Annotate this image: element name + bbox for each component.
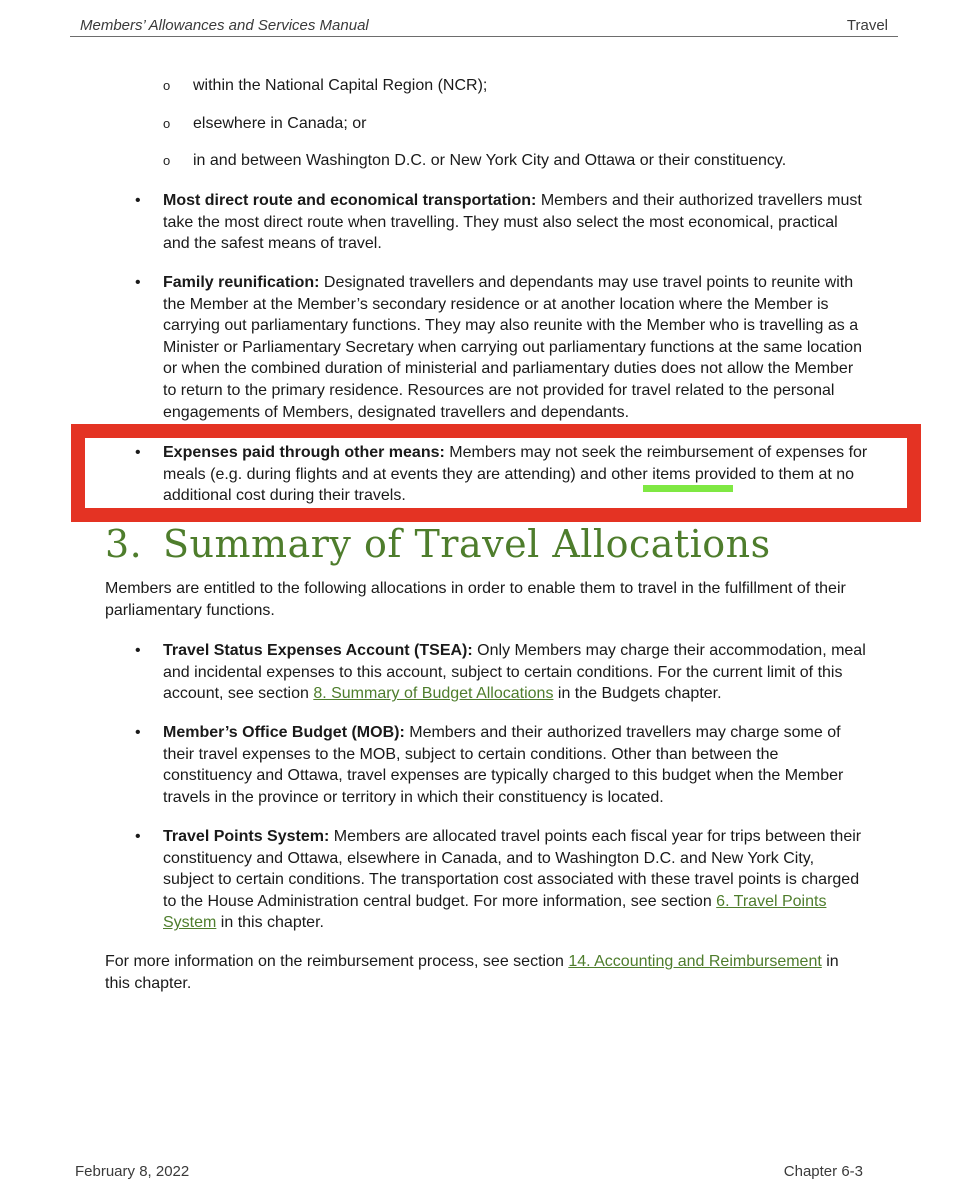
chapter-name: Travel [846,17,888,34]
highlight-box [71,424,921,522]
bullet-icon: • [135,828,141,845]
allocation-text [163,640,868,705]
allocation-suffix: in the Budgets chapter. [553,685,722,703]
sub-list-text: elsewhere in Canada; or [193,115,367,132]
page-footer [75,1163,863,1180]
manual-title: Members’ Allowances and Services Manual [80,17,369,34]
bullet-description: Members may not seek the reimbursement of expenses for meals (e.g. during flights and at events they are attending) and other items provided to them at no additional cost during their travels. [163,444,868,505]
section-number: 3. [105,522,143,566]
accounting-reimbursement-link[interactable]: 14. Accounting and Reimbursement [568,953,822,970]
allocation-term: Travel Status Expenses Account (TSEA): [163,642,473,659]
sub-list-text: within the National Capital Region (NCR); [193,77,488,94]
highlight-underline [643,485,733,492]
sub-bullet-icon: o [163,116,171,131]
allocation-description: Members are allocated travel points each fiscal year for trips between their constituency and Ottawa, elsewhere in Canada, and to Washington D.C. and New York City, subject to certain conditions. The transportation cost associated with these travel points is charged to the House Administration central budget. For more information, see section [163,828,862,910]
bullet-icon: • [135,444,141,461]
bullet-icon: • [135,724,141,741]
sub-list-text: in and between Washington D.C. or New York City and Ottawa or their constituency. [193,152,787,169]
footer-page-ref: Chapter 6-3 [783,1163,863,1180]
allocation-suffix: in this chapter. [216,914,324,932]
bullet-term: Most direct route and economical transportation: [163,192,537,209]
allocation-text [163,722,868,808]
bullet-term: Family reunification: [163,274,320,291]
allocation-text [163,826,868,934]
page-header [70,14,898,37]
bullet-text [163,272,868,423]
bullet-icon: • [135,642,141,659]
section-title: Summary of Travel Allocations [163,522,771,566]
allocation-term: Member’s Office Budget (MOB): [163,724,405,741]
travel-points-link[interactable]: 6. Travel Points System [163,892,827,932]
bullet-term: Expenses paid through other means: [163,444,445,461]
budget-allocations-link[interactable]: 8. Summary of Budget Allocations [313,685,554,703]
closing-suffix: in this chapter. [105,953,839,992]
bullet-icon: • [135,274,141,291]
section-heading [105,522,771,566]
footer-date: February 8, 2022 [75,1163,190,1180]
closing-text: For more information on the reimbursement process, see section [105,953,569,970]
allocation-description: Only Members may charge their accommodation, meal and incidental expenses to this account, subject to certain conditions. For the current limit of this account, see section [163,642,866,703]
bullet-description: Designated travellers and dependants may use travel points to reunite with the Member at the Member’s secondary residence or at another location where the Member is carrying out parliamentary functions. They may also reunite with the Member who is travelling as a Minister or Parliamentary Secretary when carrying out parliamentary functions at the same location or when the combined duration of ministerial and parliamentary duties does not allow the Member to return to the primary residence. Resources are not provided for travel related to the personal engagements of Members, designated travellers and dependants. [163,274,862,421]
section-intro: Members are entitled to the following allocations in order to enable them to travel in the fulfillment of their parliamentary functions. [105,580,846,619]
sub-bullet-icon: o [163,153,171,168]
allocation-term: Travel Points System: [163,828,330,845]
allocation-description: Members and their authorized travellers may charge some of their travel expenses to the MOB, subject to certain conditions. Other than between the constituency and Ottawa, travel expenses are typically charged to this budget when the Member travels in the province or territory in which their constituency is located. [163,724,844,806]
bullet-text [163,190,868,255]
sub-bullet-icon: o [163,78,171,93]
closing-paragraph [105,951,865,994]
bullet-icon: • [135,192,141,209]
bullet-description: Members and their authorized travellers must take the most direct route when travelling. They must also select the most economical, practical and the safest means of travel. [163,192,862,253]
